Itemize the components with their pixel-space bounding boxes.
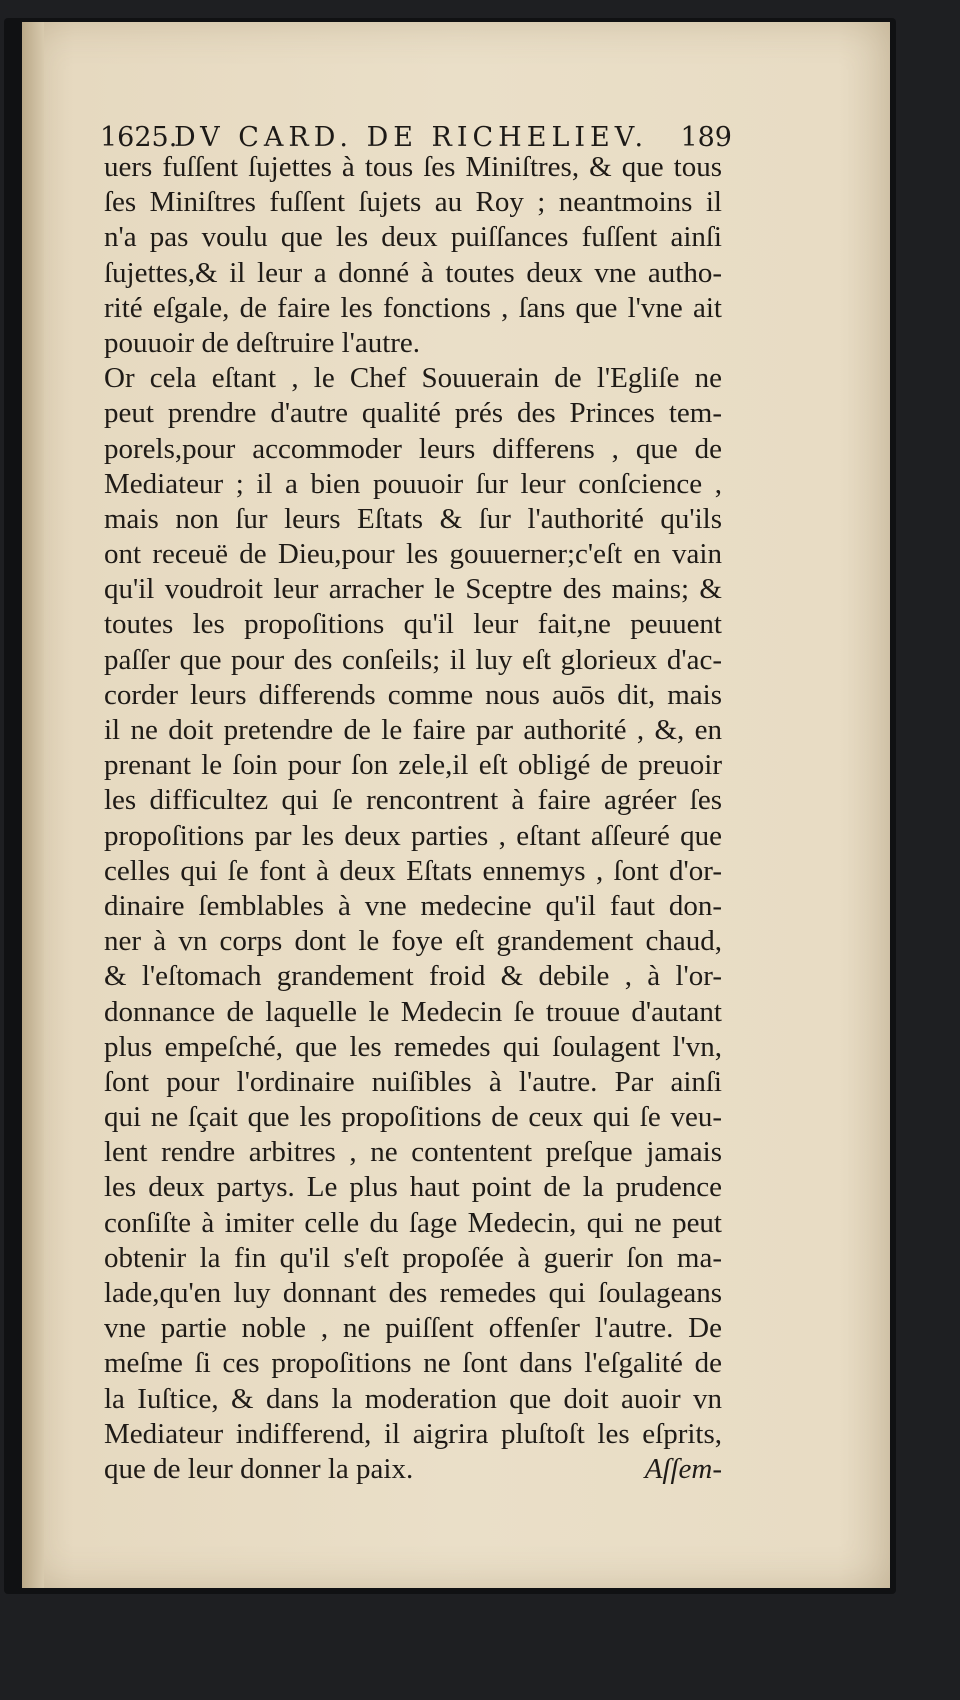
text-line: corder leurs differends comme nous auōs dit, mais [104,678,722,711]
catchword: Aſſem- [644,1452,722,1485]
text-line: paſſer que pour des conſeils; il luy eſt glorieux d'ac- [104,643,722,676]
text-line: mais non ſur leurs Eſtats & ſur l'authorité qu'ils [104,502,722,535]
text-line: ner à vn corps dont le foye eſt grandement chaud, [104,925,722,958]
text-line: lent rendre arbitres , ne contentent preſque jamais [104,1136,722,1169]
running-title: DV CARD. DE RICHELIEV. [174,122,649,153]
text-line: meſme ſi ces propoſitions ne ſont dans l'eſgalité de [104,1347,722,1380]
text-line: celles qui ſe font à deux Eſtats ennemys , ſont d'or- [104,854,722,887]
text-line: Mediateur indifferend, il aigrira pluſtoſt les eſprits, [104,1417,722,1450]
text-line: plus empeſché, que les remedes qui ſoulagent l'vn, [104,1030,722,1063]
last-text-line: que de leur donner la paix. [104,1452,414,1485]
text-line: peut prendre d'autre qualité prés des Princes tem- [104,397,722,430]
body-text [104,150,722,1487]
text-line: Mediateur ; il a bien pouuoir ſur leur conſcience , [104,467,722,500]
text-line: vne partie noble , ne puiſſent offenſer l'autre. De [104,1312,722,1345]
text-line: la Iuſtice, & dans la moderation que doit auoir vn [104,1382,722,1415]
text-line: donnance de laquelle le Medecin ſe trouue d'autant [104,995,722,1028]
text-line: toutes les propoſitions qu'il leur fait,ne peuuent [104,608,722,641]
text-line: rité eſgale, de faire les fonctions , ſans que l'vne ait [104,291,722,324]
text-line: ſes Miniſtres fuſſent ſujets au Roy ; neantmoins il [104,186,722,219]
page-edge [22,22,44,1588]
final-line [104,1452,722,1487]
text-line: dinaire ſemblables à vne medecine qu'il faut don- [104,889,722,922]
text-line: il ne doit pretendre de le faire par authorité , &, en [104,714,722,746]
text-line: Or cela eſtant , le Chef Souuerain de l'Egliſe ne [104,362,722,395]
page-number: 189 [680,122,732,153]
text-line: les difficultez qui ſe rencontrent à faire agréer ſes [104,784,722,817]
text-line: uers fuſſent ſujettes à tous ſes Miniſtres, & que tous [104,151,722,183]
text-line: lade,qu'en luy donnant des remedes qui ſoulageans [104,1277,722,1309]
text-line: qu'il voudroit leur arracher le Sceptre des mains; & [104,573,722,606]
text-line: ont receuë de Dieu,pour les gouuerner;c'eſt en vain [104,538,722,571]
text-line: prenant le ſoin pour ſon zele,il eſt obligé de preuoir [104,749,722,782]
text-line: les deux partys. Le plus haut point de la prudence [104,1171,722,1204]
text-line: obtenir la fin qu'il s'eſt propoſée à guerir ſon ma- [104,1241,722,1274]
text-line: qui ne ſçait que les propoſitions de ceux qui ſe veu- [104,1101,722,1134]
text-line: & l'eſtomach grandement froid & debile , à l'or- [104,960,722,993]
text-line: ſont pour l'ordinaire nuiſibles à l'autre. Par ainſi [104,1065,722,1098]
text-line: n'a pas voulu que les deux puiſſances fuſſent ainſi [104,221,722,254]
text-line: ſujettes,& il leur a donné à toutes deux vne autho- [104,256,722,289]
text-line: conſiſte à imiter celle du ſage Medecin, qui ne peut [104,1206,722,1239]
text-line: porels,pour accommoder leurs differens , que de [104,432,722,465]
header-year: 1625. [100,122,178,153]
text-line: propoſitions par les deux parties , eſtant aſſeuré que [104,819,722,852]
text-line: pouuoir de deſtruire l'autre. [104,326,421,359]
